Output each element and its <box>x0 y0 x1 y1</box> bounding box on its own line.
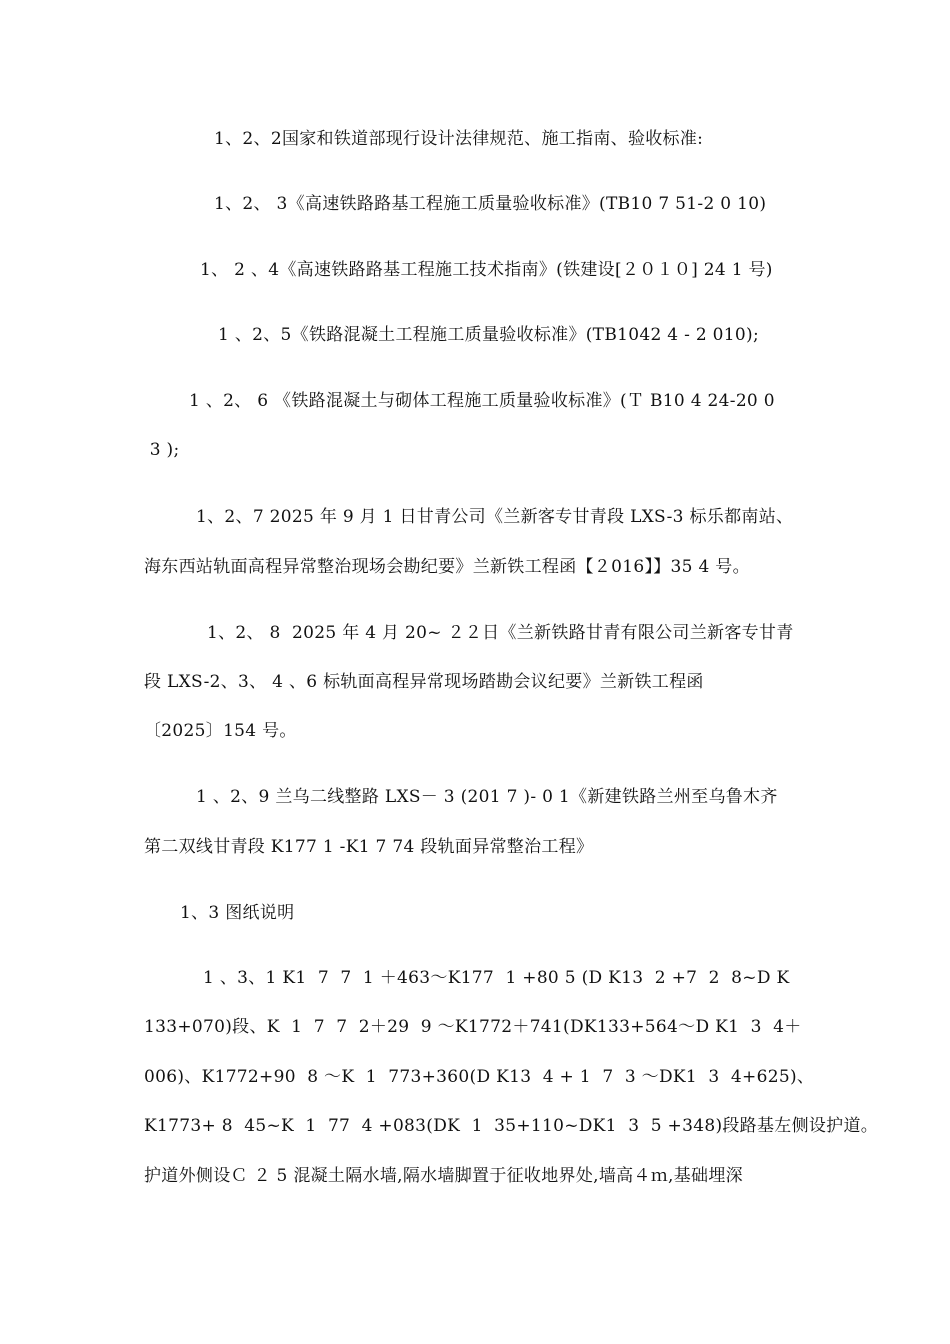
text-line-4: 1 、2、5《铁路混凝土工程施工质量验收标准》(TB1042 4 - 2 010); <box>218 325 759 345</box>
text-line-9: 1、2、 8 2025 年 4 月 20~ ２２日《兰新铁路甘青有限公司兰新客专甘青 <box>207 623 794 643</box>
text-line-2: 1、2、 3《高速铁路路基工程施工质量验收标准》(TB10 7 51-2 0 10) <box>214 194 767 214</box>
text-line-7: 1、2、7 2025 年 9 月 1 日甘青公司《兰新客专甘青段 LXS-3 标乐都南站、 <box>196 507 794 527</box>
text-line-15: 1 、3、1 K1 7 7 1 ＋463～K177 1 +80 5 (D K13 2 +7 2 8~D K <box>203 968 790 988</box>
text-line-5: 1 、2、 6 《铁路混凝土与砌体工程施工质量验收标准》(Ｔ B10 4 24-20 0 <box>189 391 775 411</box>
text-line-19: 护道外侧设Ｃ ２ 5 混凝土隔水墙,隔水墙脚置于征收地界处,墙高４ｍ,基础埋深 <box>144 1166 743 1186</box>
text-line-8: 海东西站轨面高程异常整治现场会勘纪要》兰新铁工程函【２016】】35 4 号。 <box>144 557 750 577</box>
text-line-12: 1 、2、9 兰乌二线整路 LXS－ 3 (201 7 )- 0 1《新建铁路兰州至乌鲁木齐 <box>196 787 778 807</box>
text-line-10: 段 LXS-2、3、 4 、6 标轨面高程异常现场踏勘会议纪要》兰新铁工程函 <box>144 672 704 692</box>
text-line-18: K1773+ 8 45~K 1 77 4 +083(DK 1 35+110~DK1 3 5 +348)段路基左侧设护道。 <box>144 1116 879 1136</box>
text-line-3: 1、 2 、4《高速铁路路基工程施工技术指南》(铁建设[２０１０] 24 1 号) <box>200 260 773 280</box>
text-line-13: 第二双线甘青段 K177 1 -K1 7 74 段轨面异常整治工程》 <box>144 837 594 857</box>
text-line-6: 3 ); <box>144 440 180 460</box>
text-line-14: 1、3 图纸说明 <box>180 903 295 923</box>
text-line-16: 133+070)段、K 1 7 7 2＋29 9 ～K1772＋741(DK133+564～D K1 3 4＋ <box>144 1017 802 1037</box>
text-line-11: 〔2025〕154 号。 <box>144 721 297 741</box>
text-line-1: 1、2、2国家和铁道部现行设计法律规范、施工指南、验收标准: <box>214 129 704 149</box>
text-line-17: 006)、K1772+90 8 ～K 1 773+360(D K13 4 + 1 7 3 ～DK1 3 4+625)、 <box>144 1067 815 1087</box>
